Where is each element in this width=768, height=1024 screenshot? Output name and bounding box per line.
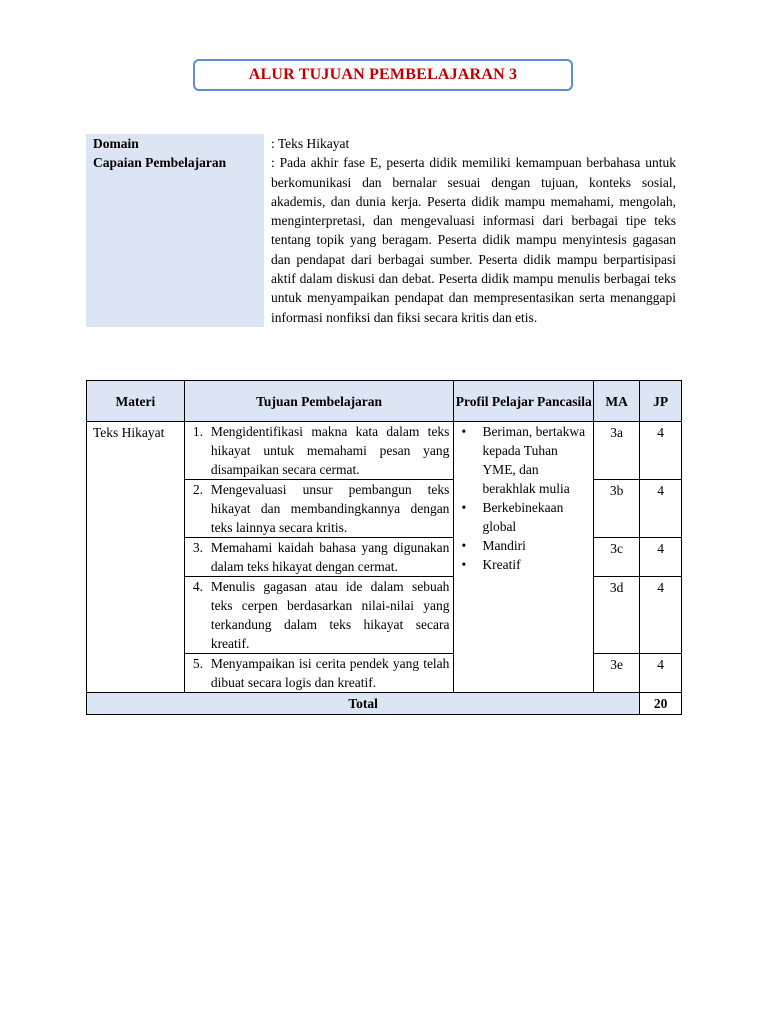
- goal-cell: [184, 577, 454, 654]
- goal-number: 5.: [192, 656, 203, 671]
- total-row: [87, 693, 682, 715]
- bullet-icon: •: [461, 424, 467, 439]
- profil-text: Mandiri: [482, 538, 526, 553]
- jp-cell: 4: [640, 422, 682, 480]
- jp-cell: 4: [640, 538, 682, 577]
- bullet-icon: •: [461, 557, 467, 572]
- profil-cell: [454, 422, 594, 693]
- atp-table: [86, 380, 682, 715]
- header-tujuan: Tujuan Pembelajaran: [184, 381, 454, 422]
- profil-text: Berkebinekaan global: [482, 500, 564, 534]
- cp-label: Capaian Pembelajaran: [86, 153, 264, 327]
- header-jp: JP: [640, 381, 682, 422]
- jp-cell: 4: [640, 577, 682, 654]
- ma-cell: 3d: [594, 577, 640, 654]
- domain-value: : Teks Hikayat: [271, 136, 350, 151]
- goal-cell: [184, 654, 454, 693]
- goal-cell: [184, 480, 454, 538]
- goal-text: Memahami kaidah bahasa yang digunakan dalam teks hikayat dengan cermat.: [210, 540, 450, 574]
- total-jp: 20: [640, 693, 682, 715]
- bullet-icon: •: [461, 538, 467, 553]
- goal-number: 1.: [192, 424, 203, 439]
- header-materi: Materi: [87, 381, 185, 422]
- table-row: [87, 422, 682, 480]
- title-box: [193, 59, 573, 91]
- list-item: [458, 422, 589, 498]
- header-row: [87, 381, 682, 422]
- goal-text: Menyampaikan isi cerita pendek yang telah dibuat secara logis dan kreatif.: [210, 656, 450, 690]
- ma-cell: 3a: [594, 422, 640, 480]
- materi-cell: Teks Hikayat: [87, 422, 185, 693]
- profil-text: Beriman, bertakwa kepada Tuhan YME, dan berakhlak mulia: [482, 424, 586, 496]
- list-item: [458, 536, 589, 555]
- goal-text: Menulis gagasan atau ide dalam sebuah teks cerpen berdasarkan nilai-nilai yang terkandung dalam teks hikayat secara kreatif.: [210, 579, 450, 651]
- goal-number: 3.: [192, 540, 203, 555]
- jp-cell: 4: [640, 654, 682, 693]
- ma-cell: 3e: [594, 654, 640, 693]
- profil-list: [458, 422, 589, 574]
- bullet-icon: •: [461, 500, 467, 515]
- profil-text: Kreatif: [482, 557, 521, 572]
- page-title: ALUR TUJUAN PEMBELAJARAN 3: [248, 66, 518, 83]
- goal-cell: [184, 538, 454, 577]
- goal-number: 4.: [192, 579, 203, 594]
- ma-cell: 3b: [594, 480, 640, 538]
- cp-value: : Pada akhir fase E, peserta didik memiliki kemampuan berbahasa untuk berkomunikasi dan bernalar sesuai dengan tujuan, konteks sosial, akademis, dan dunia kerja. Peserta didik mampu memahami, mengolah, menginterpretasi, dan mengevaluasi informasi dari berbagai tipe teks tentang topik yang beragam. Peserta didik mampu menyintesis gagasan dan pendapat dari berbagai sumber. Peserta didik mampu berpartisipasi aktif dalam diskusi dan debat. Peserta didik mampu menulis berbagai teks untuk menyampaikan pendapat dan mempresentasikan serta menanggapi informasi nonfiksi dan fiksi secara kritis dan etis.: [271, 155, 676, 325]
- goal-text: Mengidentifikasi makna kata dalam teks hikayat untuk memahami pesan yang disampaikan secara cermat.: [210, 424, 450, 477]
- domain-label: Domain: [86, 134, 264, 153]
- ma-cell: 3c: [594, 538, 640, 577]
- jp-cell: 4: [640, 480, 682, 538]
- header-profil: Profil Pelajar Pancasila: [454, 381, 594, 422]
- goal-text: Mengevaluasi unsur pembangun teks hikayat dan membandingkannya dengan teks lainnya secara kritis.: [210, 482, 450, 535]
- total-label: Total: [87, 693, 640, 715]
- goal-cell: [184, 422, 454, 480]
- list-item: [458, 498, 589, 536]
- info-table: [86, 134, 676, 327]
- list-item: [458, 555, 589, 574]
- goal-number: 2.: [192, 482, 203, 497]
- header-ma: MA: [594, 381, 640, 422]
